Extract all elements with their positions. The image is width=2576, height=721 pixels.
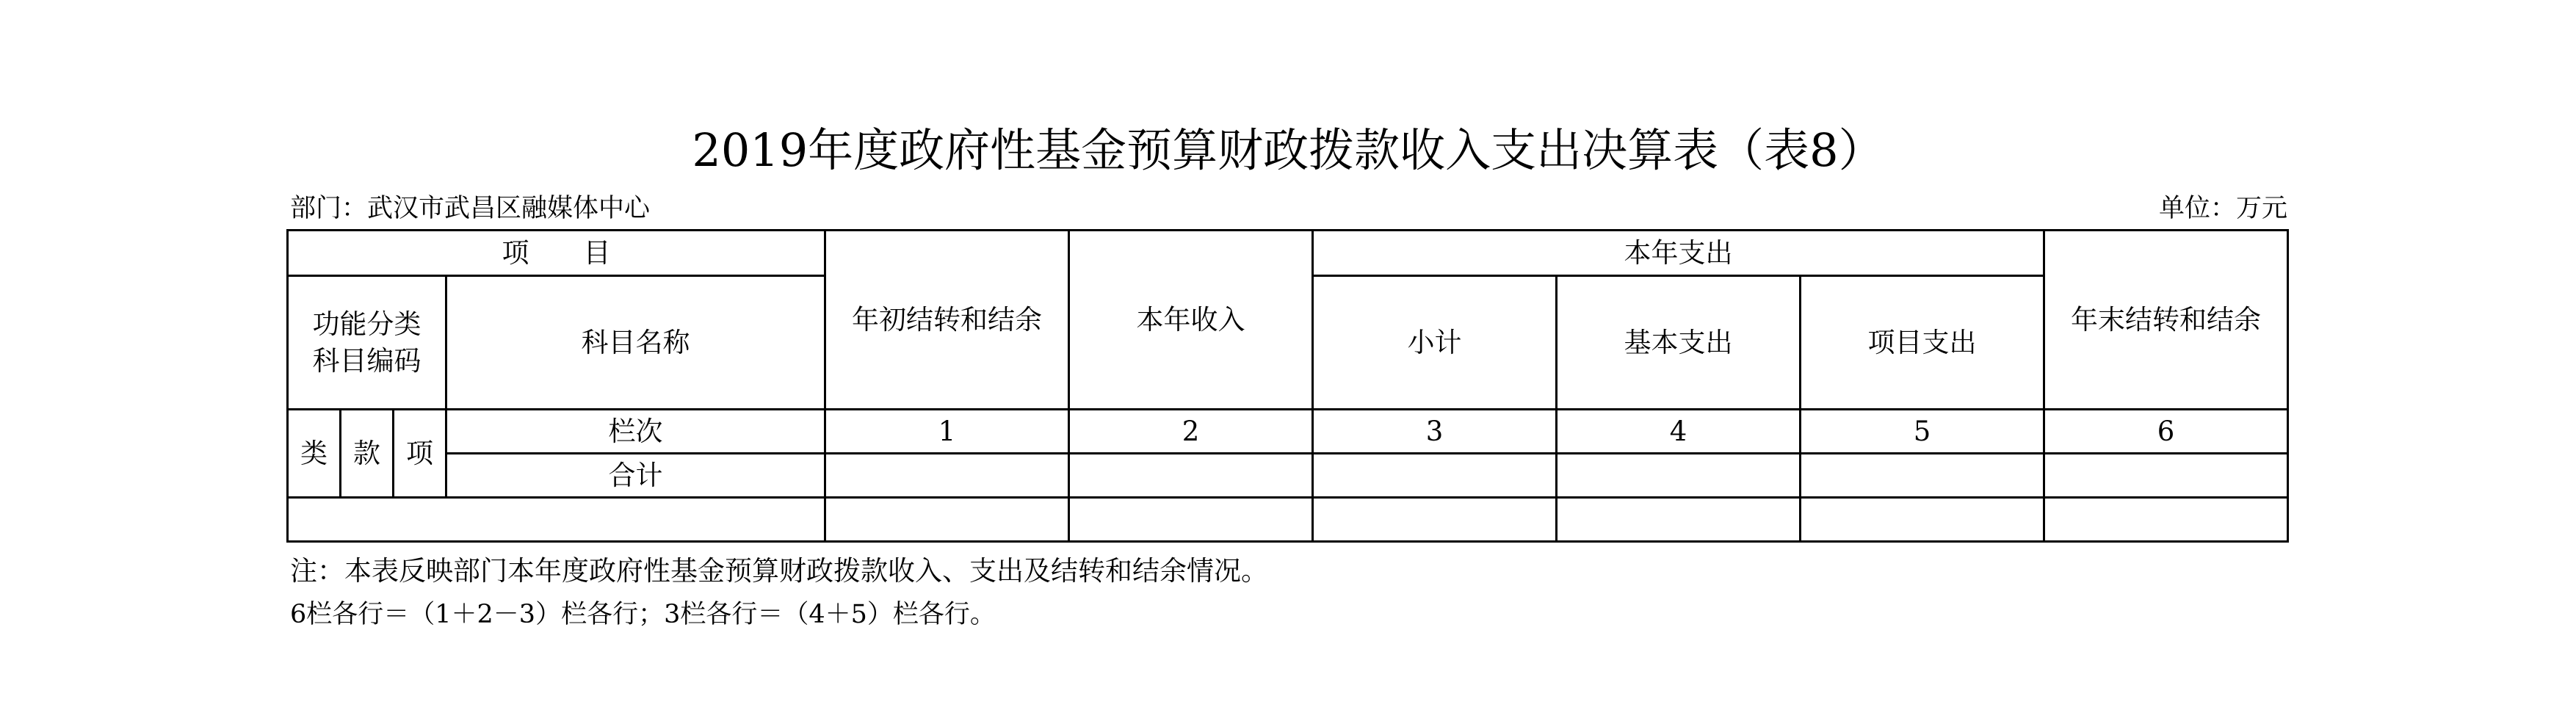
empty-cell-4 [1557, 498, 1801, 542]
header-annual-expense: 本年支出 [1313, 231, 2044, 276]
header-closing-balance: 年末结转和结余 [2044, 231, 2288, 410]
header-func-code [288, 276, 446, 410]
total-cell-6 [2044, 454, 2288, 498]
note-line-1: 注：本表反映部门本年度政府性基金预算财政拨款收入、支出及结转和结余情况。 [290, 555, 1268, 587]
column-number-row [288, 410, 2288, 454]
col-number-4: 4 [1557, 410, 1801, 454]
col-number-6: 6 [2044, 410, 2288, 454]
empty-row-label [288, 498, 825, 542]
header-xiang: 项 [394, 410, 446, 498]
header-item: 项 目 [288, 231, 825, 276]
empty-cell-6 [2044, 498, 2288, 542]
table-row [288, 498, 2288, 542]
header-subtotal: 小计 [1313, 276, 1557, 410]
total-row [288, 454, 2288, 498]
header-row-1 [288, 231, 2288, 276]
header-annual-income: 本年收入 [1069, 231, 1313, 410]
header-basic-expense: 基本支出 [1557, 276, 1801, 410]
header-lei: 类 [288, 410, 341, 498]
budget-table [286, 229, 2289, 543]
empty-cell-1 [825, 498, 1069, 542]
empty-cell-5 [1801, 498, 2044, 542]
header-subject-name: 科目名称 [446, 276, 825, 410]
total-cell-4 [1557, 454, 1801, 498]
unit-label: 单位：万元 [2158, 194, 2287, 223]
col-number-3: 3 [1313, 410, 1557, 454]
col-number-2: 2 [1069, 410, 1313, 454]
header-opening-balance: 年初结转和结余 [825, 231, 1069, 410]
note-line-2: 6栏各行＝（1＋2－3）栏各行；3栏各行＝（4＋5）栏各行。 [290, 600, 996, 629]
total-cell-1 [825, 454, 1069, 498]
header-func-code-line1: 功能分类 [312, 308, 422, 340]
department-label: 部门：武汉市武昌区融媒体中心 [290, 194, 651, 223]
total-label: 合计 [446, 454, 825, 498]
header-kuan: 款 [341, 410, 394, 498]
total-cell-5 [1801, 454, 2044, 498]
header-project-expense: 项目支出 [1801, 276, 2044, 410]
total-cell-2 [1069, 454, 1313, 498]
header-column-no: 栏次 [446, 410, 825, 454]
col-number-1: 1 [825, 410, 1069, 454]
header-func-code-line2: 科目编码 [312, 344, 422, 377]
col-number-5: 5 [1801, 410, 2044, 454]
empty-cell-2 [1069, 498, 1313, 542]
total-cell-3 [1313, 454, 1557, 498]
empty-cell-3 [1313, 498, 1557, 542]
report-title: 2019年度政府性基金预算财政拨款收入支出决算表（表8） [692, 123, 1884, 177]
